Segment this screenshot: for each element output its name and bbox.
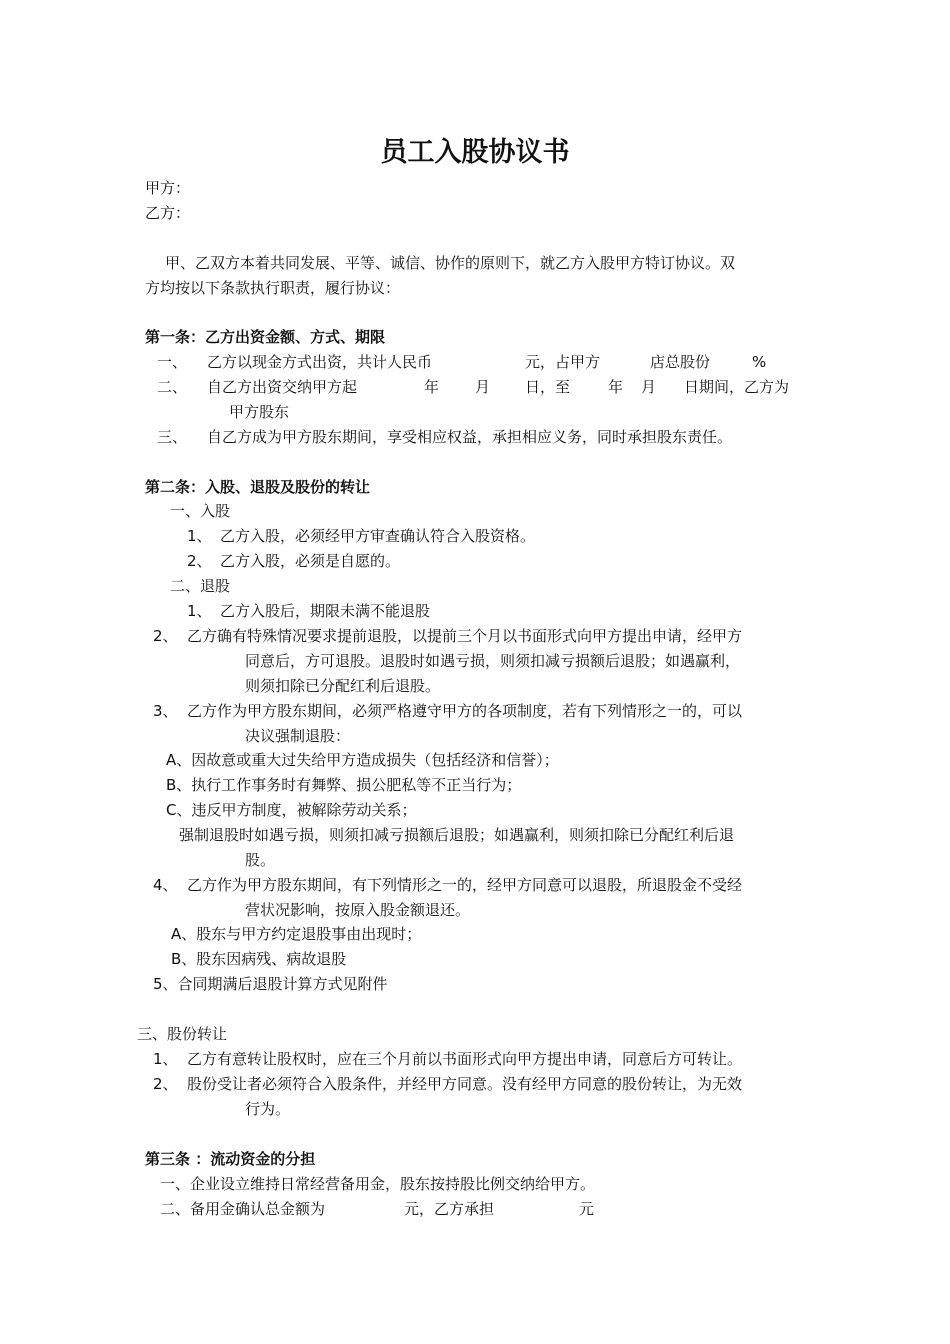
withdraw-item-2-line-2: 同意后，方可退股。退股时如遇亏损，则须扣减亏损额后退股；如遇赢利， — [245, 652, 741, 670]
withdraw-item-3-note-line-1: 强制退股时如遇亏损，则须扣减亏损额后退股；如遇赢利，则须扣除已分配红利后退 — [179, 826, 735, 844]
article-1-item-2-part-2: 年 — [424, 378, 440, 396]
article-3-item-2-part-3: 元 — [579, 1200, 595, 1218]
join-item-2-text: 乙方入股，必须是自愿的。 — [220, 552, 401, 570]
withdraw-item-5: 5、合同期满后退股计算方式见附件 — [153, 975, 388, 993]
withdraw-item-4-line-2: 营状况影响，按原入股金额退还。 — [245, 901, 471, 919]
article-1-item-3-text: 自乙方成为甲方股东期间，享受相应权益，承担相应义务，同时承担股东责任。 — [207, 428, 733, 446]
article-1-item-1-num: 一、 — [157, 353, 188, 371]
withdraw-label: 二、退股 — [170, 577, 231, 595]
article-2-heading: 第二条：入股、退股及股份的转让 — [145, 478, 371, 496]
article-1-item-2-num: 二、 — [157, 378, 188, 396]
withdraw-item-4-sub-b: B、股东因病残、病故退股 — [171, 950, 347, 968]
intro-line-1: 甲、乙双方本着共同发展、平等、诚信、协作的原则下，就乙方入股甲方特订协议。双 — [165, 254, 736, 272]
withdraw-item-2-line-1: 乙方确有特殊情况要求提前退股，以提前三个月以书面形式向甲方提出申请，经甲方 — [187, 627, 743, 645]
article-1-item-2-part-5: 年 — [608, 378, 624, 396]
article-1-item-2-continuation: 甲方股东 — [229, 403, 290, 421]
withdraw-item-3-sub-a: A、因故意或重大过失给甲方造成损失（包括经济和信誉）； — [166, 751, 559, 769]
transfer-item-1-text: 乙方有意转让股权时，应在三个月前以书面形式向甲方提出申请，同意后方可转让。 — [187, 1050, 743, 1068]
article-1-item-3-num: 三、 — [157, 428, 188, 446]
transfer-label: 三、股份转让 — [137, 1025, 228, 1043]
transfer-item-1-num: 1、 — [153, 1050, 178, 1068]
join-item-2-num: 2、 — [187, 552, 212, 570]
article-3-item-1: 一、企业设立维持日常经营备用金，股东按持股比例交纳给甲方。 — [160, 1175, 596, 1193]
withdraw-item-4-sub-a: A、股东与甲方约定退股事由出现时； — [171, 925, 422, 943]
withdraw-item-4-num: 4、 — [153, 876, 178, 894]
join-item-1-text: 乙方入股，必须经甲方审查确认符合入股资格。 — [220, 527, 536, 545]
article-1-item-2-part-3: 月 — [475, 378, 491, 396]
withdraw-item-1-num: 1、 — [187, 602, 212, 620]
transfer-item-2-num: 2、 — [153, 1075, 178, 1093]
transfer-item-2-line-2: 行为。 — [245, 1100, 291, 1118]
article-3-heading: 第三条 ：流动资金的分担 — [145, 1150, 316, 1168]
withdraw-item-3-sub-b: B、执行工作事务时有舞弊、损公肥私等不正当行为； — [166, 776, 522, 794]
withdraw-item-3-line-1: 乙方作为甲方股东期间，必须严格遵守甲方的各项制度，若有下列情形之一的，可以 — [187, 702, 743, 720]
article-1-item-1-part-2: 元，占甲方 — [525, 353, 601, 371]
party-a-label: 甲方： — [145, 179, 191, 197]
document-title: 员工入股协议书 — [380, 137, 570, 168]
join-label: 一、入股 — [170, 502, 231, 520]
article-1-item-1-part-4: % — [752, 353, 767, 371]
article-3-item-2-part-2: 元，乙方承担 — [404, 1200, 495, 1218]
withdraw-item-3-sub-c: C、违反甲方制度，被解除劳动关系； — [166, 801, 417, 819]
intro-line-2: 方均按以下条款执行职责，履行协议： — [145, 279, 401, 297]
withdraw-item-1-text: 乙方入股后，期限未满不能退股 — [220, 602, 431, 620]
withdraw-item-2-line-3: 则须扣除已分配红利后退股。 — [245, 677, 441, 695]
article-1-item-2-part-1: 自乙方出资交纳甲方起 — [207, 378, 358, 396]
article-1-item-2-part-4: 日，至 — [525, 378, 571, 396]
article-1-item-2-part-6: 月 — [641, 378, 657, 396]
withdraw-item-3-line-2: 决议强制退股： — [245, 727, 351, 745]
article-1-item-1-part-3: 店总股份 — [650, 353, 711, 371]
withdraw-item-4-line-1: 乙方作为甲方股东期间，有下列情形之一的，经甲方同意可以退股，所退股金不受经 — [187, 876, 743, 894]
article-1-item-1-part-1: 乙方以现金方式出资，共计人民币 — [207, 353, 433, 371]
article-1-item-2-part-7: 日期间，乙方为 — [684, 378, 790, 396]
withdraw-item-2-num: 2、 — [153, 627, 178, 645]
withdraw-item-3-num: 3、 — [153, 702, 178, 720]
withdraw-item-3-note-line-2: 股。 — [245, 851, 276, 869]
article-1-heading: 第一条：乙方出资金额、方式、期限 — [145, 328, 386, 346]
join-item-1-num: 1、 — [187, 527, 212, 545]
party-b-label: 乙方： — [145, 204, 191, 222]
article-3-item-2-part-1: 二、备用金确认总金额为 — [160, 1200, 326, 1218]
transfer-item-2-line-1: 股份受让者必须符合入股条件，并经甲方同意。没有经甲方同意的股份转让，为无效 — [187, 1075, 743, 1093]
